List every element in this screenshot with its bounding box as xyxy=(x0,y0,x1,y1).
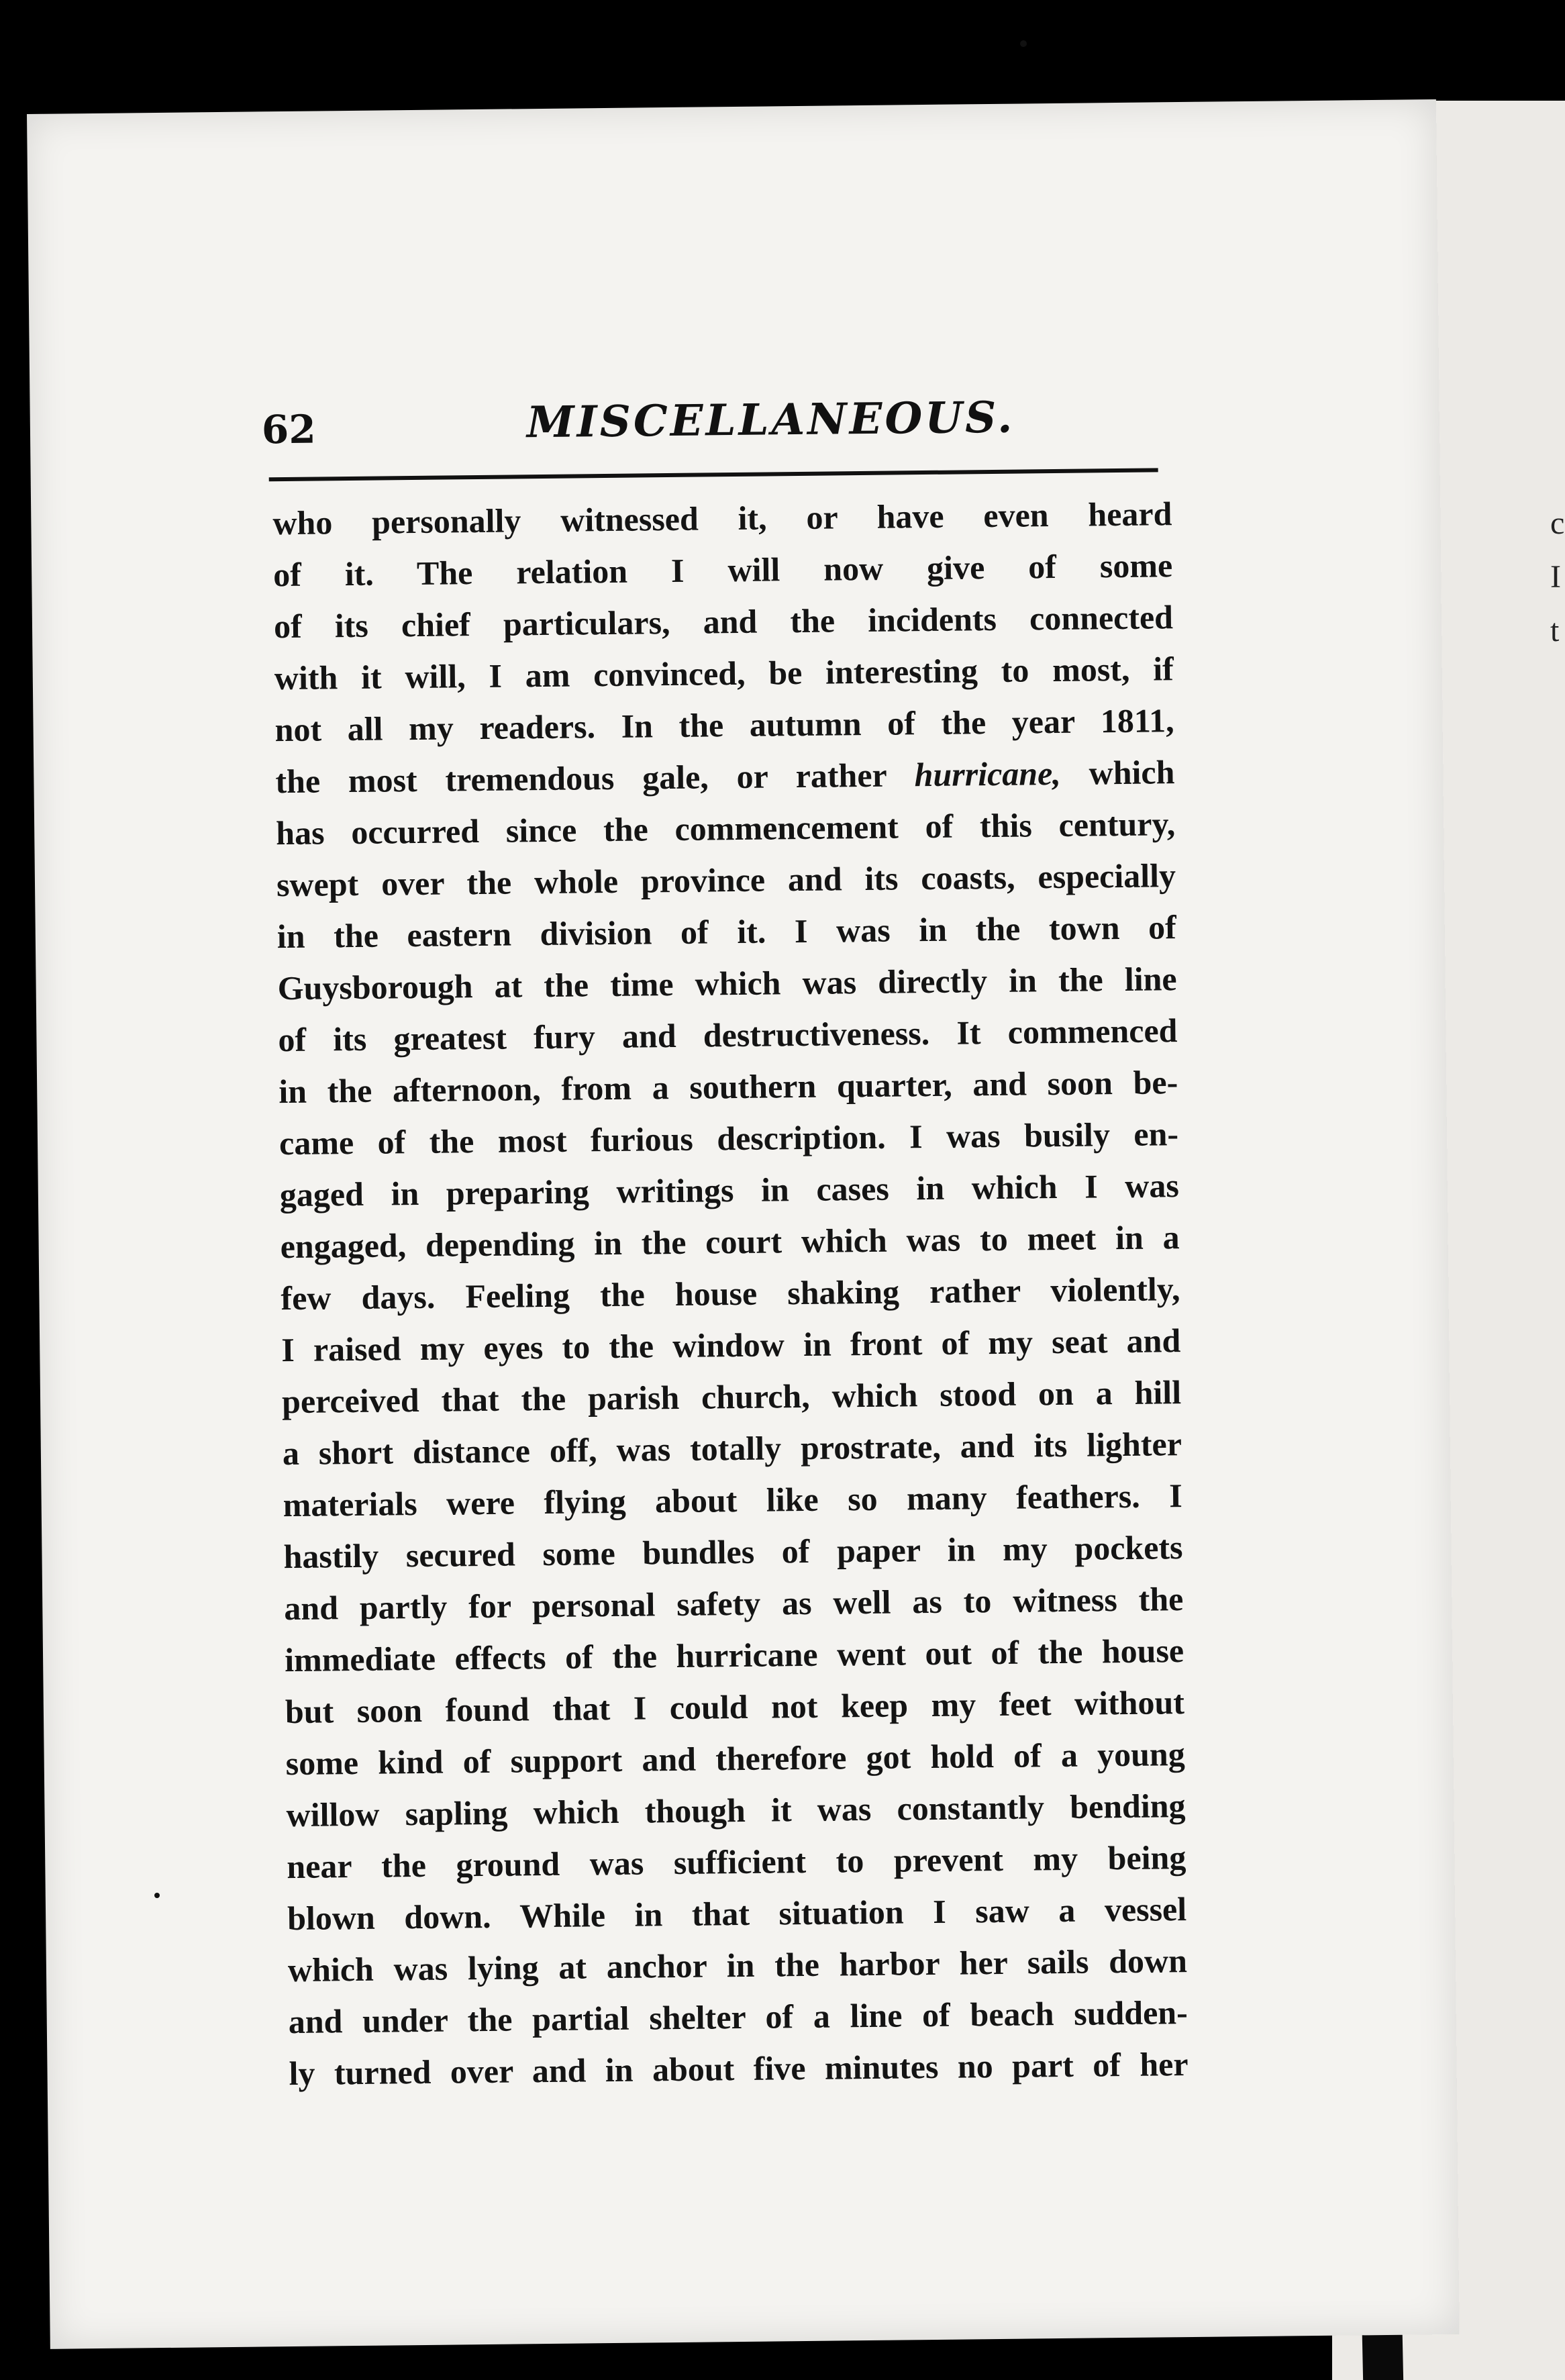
text-line: immediate effects of the hurricane went out of the house xyxy=(284,1632,1184,1679)
facing-fragment: c xyxy=(1550,505,1565,541)
text-line: engaged, depending in the court which was to meet in a xyxy=(280,1218,1180,1266)
text-line: Guysborough at the time which was directly in the line xyxy=(277,960,1177,1007)
text-line: blown down. While in that situation I saw a vessel xyxy=(287,1890,1187,1938)
text-line: and under the partial shelter of a line of beach sudden- xyxy=(288,1993,1189,2041)
text-segment: which xyxy=(1060,753,1175,792)
text-line: of it. The relation I will now give of some xyxy=(272,546,1173,594)
text-line: gaged in preparing writings in cases in which I was xyxy=(279,1167,1180,1214)
text-line: not all my readers. In the autumn of the year 1811, xyxy=(274,701,1174,749)
text-line: came of the most furious description. I was busily en- xyxy=(279,1115,1179,1162)
text-line: ly turned over and in about five minutes no part of her xyxy=(289,2045,1189,2093)
text-line: in the eastern division of it. I was in the town of xyxy=(276,908,1177,956)
text-line: near the ground was sufficient to prevent my being xyxy=(287,1838,1187,1886)
text-line: in the afternoon, from a southern quarter, and soon be- xyxy=(278,1063,1178,1111)
text-line: of its greatest fury and destructiveness. It commenced xyxy=(278,1011,1178,1059)
page-header xyxy=(261,391,1161,474)
facing-fragment: t xyxy=(1550,613,1560,648)
text-line: but soon found that I could not keep my feet without xyxy=(285,1683,1185,1731)
text-line: with it will, I am convinced, be interesting to most, if xyxy=(274,650,1174,697)
text-line: a short distance off, was totally prostrate, and its lighter xyxy=(282,1425,1182,1473)
scan-dust-speck xyxy=(154,1893,160,1898)
text-line: willow sapling which though it was constantly bending xyxy=(286,1787,1186,1834)
text-line: and partly for personal safety as well as to witness the xyxy=(284,1580,1184,1628)
text-line: perceived that the parish church, which stood on a hill xyxy=(281,1373,1182,1421)
text-line: which was lying at anchor in the harbor her sails down xyxy=(287,1942,1188,1989)
text-segment: the most tremendous gale, or rather xyxy=(275,756,915,801)
page-number: 62 xyxy=(261,406,317,453)
facing-fragment: I xyxy=(1550,559,1561,595)
text-line: some kind of support and therefore got hold of a young xyxy=(285,1735,1185,1783)
running-title: MISCELLANEOUS. xyxy=(526,392,1015,448)
scan-dust-speck xyxy=(1020,40,1027,47)
text-line: materials were flying about like so many feathers. I xyxy=(283,1477,1182,1524)
text-line: hastily secured some bundles of paper in my pockets xyxy=(283,1528,1183,1576)
text-line-with-italic xyxy=(275,746,1175,807)
facing-page-text-fragments xyxy=(1550,497,1564,658)
text-line: has occurred since the commencement of this century, xyxy=(275,805,1176,852)
italic-word: hurricane, xyxy=(914,754,1062,794)
page-sheet xyxy=(27,99,1460,2349)
text-line: swept over the whole province and its coasts, especially xyxy=(276,856,1176,904)
body-text xyxy=(272,488,1189,2099)
text-line: who personally witnessed it, or have even heard xyxy=(272,495,1172,542)
text-line: of its chief particulars, and the incidents connected xyxy=(273,598,1174,646)
text-line: I raised my eyes to the window in front of my seat and xyxy=(281,1322,1181,1369)
text-line: few days. Feeling the house shaking rather violently, xyxy=(281,1270,1180,1318)
